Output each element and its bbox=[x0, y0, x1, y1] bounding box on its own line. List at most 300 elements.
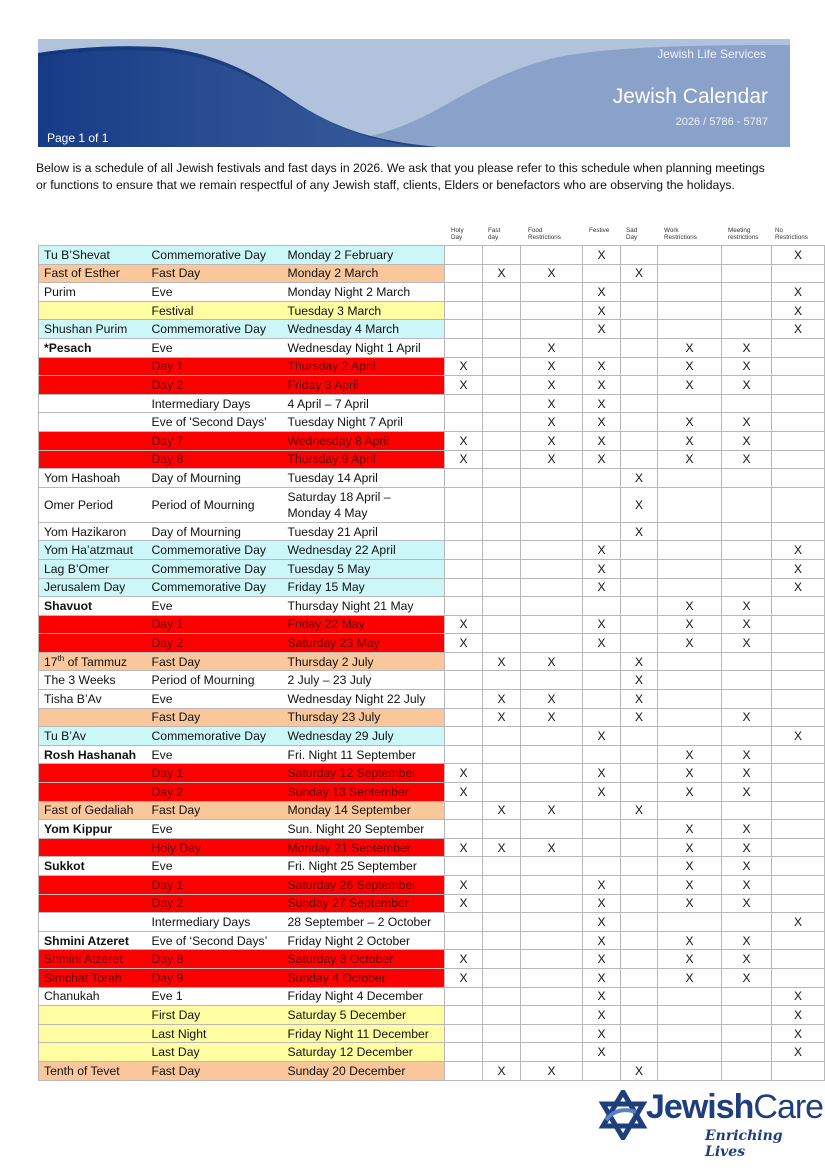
restriction-mark bbox=[445, 931, 483, 950]
day-type: Day 9 bbox=[147, 968, 283, 987]
restriction-mark bbox=[445, 469, 483, 488]
festival-name: Yom Hashoah bbox=[39, 469, 147, 488]
calendar-row bbox=[39, 264, 825, 283]
restriction-mark bbox=[521, 950, 583, 969]
day-type: Day 1 bbox=[147, 357, 283, 376]
day-type: Eve bbox=[147, 745, 283, 764]
date-line: Saturday 18 April – bbox=[287, 489, 391, 504]
restriction-mark: X bbox=[658, 857, 722, 876]
festival-name: Shavuot bbox=[39, 597, 147, 616]
logo-word-jewish: Jewish bbox=[646, 1088, 754, 1126]
restriction-mark bbox=[621, 968, 658, 987]
restriction-mark bbox=[483, 541, 521, 560]
restriction-mark bbox=[722, 541, 772, 560]
restriction-mark bbox=[621, 857, 658, 876]
restriction-mark: X bbox=[772, 320, 825, 339]
restriction-mark: X bbox=[772, 727, 825, 746]
date: Sunday 27 September bbox=[283, 894, 445, 913]
calendar-row bbox=[39, 559, 825, 578]
calendar-row bbox=[39, 1024, 825, 1043]
restriction-mark bbox=[445, 671, 483, 690]
restriction-mark bbox=[722, 559, 772, 578]
restriction-mark: X bbox=[521, 838, 583, 857]
restriction-mark bbox=[521, 597, 583, 616]
festival-name bbox=[39, 764, 147, 783]
day-type: Commemorative Day bbox=[147, 541, 283, 560]
restriction-mark bbox=[483, 320, 521, 339]
restriction-mark: X bbox=[521, 394, 583, 413]
festival-name bbox=[39, 652, 147, 671]
calendar-row bbox=[39, 727, 825, 746]
restriction-mark bbox=[445, 745, 483, 764]
calendar-row bbox=[39, 1006, 825, 1025]
restriction-mark bbox=[583, 838, 621, 857]
festival-name: Tu B’Shevat bbox=[39, 246, 147, 265]
restriction-mark bbox=[445, 690, 483, 709]
restriction-mark bbox=[521, 283, 583, 302]
restriction-mark bbox=[583, 671, 621, 690]
date: 28 September – 2 October bbox=[283, 913, 445, 932]
restriction-mark: X bbox=[722, 634, 772, 653]
restriction-mark bbox=[445, 522, 483, 541]
restriction-mark bbox=[583, 745, 621, 764]
restriction-mark bbox=[722, 246, 772, 265]
calendar-row bbox=[39, 690, 825, 709]
restriction-mark bbox=[521, 469, 583, 488]
restriction-mark bbox=[621, 727, 658, 746]
restriction-mark: X bbox=[583, 450, 621, 469]
date: Wednesday Night 22 July bbox=[283, 690, 445, 709]
day-type: Last Night bbox=[147, 1024, 283, 1043]
day-type: Fast Day bbox=[147, 652, 283, 671]
restriction-mark: X bbox=[658, 376, 722, 395]
restriction-mark bbox=[658, 727, 722, 746]
restriction-mark: X bbox=[722, 338, 772, 357]
restriction-mark bbox=[483, 283, 521, 302]
restriction-mark: X bbox=[621, 1061, 658, 1080]
date: Tuesday 14 April bbox=[283, 469, 445, 488]
restriction-mark bbox=[621, 559, 658, 578]
date: Monday 2 February bbox=[283, 246, 445, 265]
calendar-row bbox=[39, 671, 825, 690]
restriction-mark: X bbox=[483, 838, 521, 857]
restriction-mark bbox=[658, 1043, 722, 1062]
restriction-mark bbox=[722, 578, 772, 597]
restriction-mark: X bbox=[658, 745, 722, 764]
restriction-mark bbox=[722, 522, 772, 541]
day-type: Fast Day bbox=[147, 801, 283, 820]
date: Thursday 2 April bbox=[283, 357, 445, 376]
festival-name: Tisha B’Av bbox=[39, 690, 147, 709]
restriction-mark bbox=[483, 615, 521, 634]
restriction-mark bbox=[483, 634, 521, 653]
restriction-mark bbox=[722, 394, 772, 413]
restriction-mark: X bbox=[658, 894, 722, 913]
restriction-mark: X bbox=[583, 931, 621, 950]
restriction-mark bbox=[483, 931, 521, 950]
restriction-mark: X bbox=[722, 708, 772, 727]
restriction-mark bbox=[658, 246, 722, 265]
day-type: Last Day bbox=[147, 1043, 283, 1062]
restriction-mark bbox=[583, 820, 621, 839]
restriction-mark: X bbox=[658, 615, 722, 634]
restriction-mark bbox=[772, 264, 825, 283]
header-banner bbox=[38, 39, 790, 147]
restriction-mark bbox=[445, 541, 483, 560]
restriction-mark: X bbox=[445, 894, 483, 913]
restriction-mark: X bbox=[583, 968, 621, 987]
calendar-row bbox=[39, 820, 825, 839]
restriction-mark bbox=[722, 652, 772, 671]
restriction-mark: X bbox=[521, 264, 583, 283]
restriction-mark: X bbox=[658, 783, 722, 802]
festival-name: Purim bbox=[39, 283, 147, 302]
restriction-mark bbox=[521, 487, 583, 522]
restriction-mark: X bbox=[722, 838, 772, 857]
restriction-mark bbox=[521, 578, 583, 597]
restriction-mark: X bbox=[445, 615, 483, 634]
restriction-mark: X bbox=[722, 931, 772, 950]
column-header-line2: day bbox=[488, 233, 499, 241]
restriction-mark: X bbox=[583, 578, 621, 597]
restriction-mark bbox=[621, 894, 658, 913]
restriction-mark bbox=[521, 320, 583, 339]
restriction-mark: X bbox=[583, 357, 621, 376]
restriction-mark: X bbox=[658, 838, 722, 857]
restriction-mark: X bbox=[722, 857, 772, 876]
restriction-mark bbox=[621, 987, 658, 1006]
column-header-line1: Meeting bbox=[728, 227, 751, 234]
date: Thursday 23 July bbox=[283, 708, 445, 727]
restriction-mark bbox=[521, 913, 583, 932]
restriction-mark bbox=[658, 987, 722, 1006]
restriction-mark bbox=[658, 301, 722, 320]
restriction-mark bbox=[658, 320, 722, 339]
restriction-mark bbox=[483, 820, 521, 839]
column-header-line2: Restrictions bbox=[664, 233, 697, 241]
page-number: Page 1 of 1 bbox=[47, 131, 109, 145]
restriction-mark bbox=[772, 745, 825, 764]
restriction-mark: X bbox=[722, 376, 772, 395]
restriction-mark bbox=[521, 1024, 583, 1043]
restriction-mark: X bbox=[621, 652, 658, 671]
day-type: Eve of 'Second Days' bbox=[147, 413, 283, 432]
restriction-mark: X bbox=[583, 559, 621, 578]
restriction-mark bbox=[583, 708, 621, 727]
date: Monday Night 2 March bbox=[283, 283, 445, 302]
restriction-mark bbox=[445, 1006, 483, 1025]
restriction-mark bbox=[483, 783, 521, 802]
restriction-mark: X bbox=[722, 783, 772, 802]
calendar-row bbox=[39, 450, 825, 469]
restriction-mark bbox=[445, 246, 483, 265]
restriction-mark bbox=[445, 1043, 483, 1062]
restriction-mark: X bbox=[521, 376, 583, 395]
calendar-row bbox=[39, 338, 825, 357]
restriction-mark bbox=[772, 764, 825, 783]
day-type: Intermediary Days bbox=[147, 913, 283, 932]
festival-name: Simchat Torah bbox=[39, 968, 147, 987]
festival-name bbox=[39, 708, 147, 727]
restriction-mark bbox=[483, 745, 521, 764]
restriction-mark: X bbox=[722, 820, 772, 839]
festival-name: Fast of Esther bbox=[39, 264, 147, 283]
restriction-mark bbox=[621, 838, 658, 857]
restriction-mark: X bbox=[583, 764, 621, 783]
day-type: Period of Mourning bbox=[147, 487, 283, 522]
restriction-mark: X bbox=[772, 1006, 825, 1025]
day-type: Fast Day bbox=[147, 1061, 283, 1080]
restriction-mark bbox=[621, 338, 658, 357]
column-header-line1: Holy bbox=[451, 227, 464, 234]
restriction-mark bbox=[722, 469, 772, 488]
festival-name: *Pesach bbox=[39, 338, 147, 357]
day-type: First Day bbox=[147, 1006, 283, 1025]
restriction-mark bbox=[483, 1006, 521, 1025]
festival-name: Shushan Purim bbox=[39, 320, 147, 339]
restriction-mark: X bbox=[722, 413, 772, 432]
restriction-mark bbox=[521, 559, 583, 578]
restriction-mark: X bbox=[722, 894, 772, 913]
restriction-mark bbox=[445, 1061, 483, 1080]
restriction-mark bbox=[772, 652, 825, 671]
column-header bbox=[451, 228, 464, 242]
restriction-mark: X bbox=[445, 376, 483, 395]
restriction-mark: X bbox=[583, 413, 621, 432]
restriction-mark bbox=[445, 487, 483, 522]
restriction-mark: X bbox=[772, 559, 825, 578]
restriction-mark: X bbox=[521, 338, 583, 357]
day-type: Day 7 bbox=[147, 431, 283, 450]
festival-name: The 3 Weeks bbox=[39, 671, 147, 690]
restriction-mark: X bbox=[658, 450, 722, 469]
restriction-mark bbox=[445, 1024, 483, 1043]
calendar-row bbox=[39, 487, 825, 522]
restriction-mark bbox=[621, 357, 658, 376]
restriction-mark bbox=[483, 913, 521, 932]
festival-name: Lag B’Omer bbox=[39, 559, 147, 578]
date: Monday 14 September bbox=[283, 801, 445, 820]
festival-name: Jerusalem Day bbox=[39, 578, 147, 597]
restriction-mark bbox=[483, 338, 521, 357]
date: Fri. Night 11 September bbox=[283, 745, 445, 764]
date: Saturday 26 September bbox=[283, 876, 445, 895]
column-header bbox=[528, 228, 561, 242]
calendar-years: 2026 / 5786 - 5787 bbox=[675, 116, 768, 128]
calendar-row bbox=[39, 469, 825, 488]
day-type: Eve bbox=[147, 283, 283, 302]
restriction-mark: X bbox=[583, 615, 621, 634]
restriction-mark: X bbox=[521, 801, 583, 820]
column-header-line2: Day bbox=[626, 233, 638, 241]
column-header bbox=[626, 228, 637, 242]
festival-name bbox=[39, 413, 147, 432]
logo-word-care: Care bbox=[753, 1088, 824, 1126]
restriction-mark bbox=[445, 320, 483, 339]
restriction-mark bbox=[521, 987, 583, 1006]
restriction-mark: X bbox=[772, 913, 825, 932]
restriction-mark bbox=[658, 652, 722, 671]
restriction-mark: X bbox=[583, 1043, 621, 1062]
day-type: Day 2 bbox=[147, 376, 283, 395]
restriction-mark: X bbox=[772, 1043, 825, 1062]
restriction-mark: X bbox=[621, 690, 658, 709]
restriction-mark: X bbox=[658, 820, 722, 839]
restriction-mark bbox=[521, 968, 583, 987]
restriction-mark bbox=[483, 487, 521, 522]
restriction-mark bbox=[772, 820, 825, 839]
restriction-mark: X bbox=[583, 320, 621, 339]
restriction-mark: X bbox=[521, 450, 583, 469]
restriction-mark bbox=[772, 376, 825, 395]
calendar-row bbox=[39, 541, 825, 560]
restriction-mark bbox=[521, 615, 583, 634]
restriction-mark bbox=[772, 783, 825, 802]
restriction-mark bbox=[583, 1061, 621, 1080]
restriction-mark: X bbox=[521, 690, 583, 709]
day-type: Commemorative Day bbox=[147, 320, 283, 339]
date: Friday 15 May bbox=[283, 578, 445, 597]
column-header-line1: Food bbox=[528, 227, 543, 234]
restriction-mark bbox=[483, 727, 521, 746]
day-type: Eve bbox=[147, 857, 283, 876]
restriction-mark bbox=[621, 764, 658, 783]
restriction-mark: X bbox=[621, 487, 658, 522]
restriction-mark bbox=[621, 320, 658, 339]
restriction-mark bbox=[521, 931, 583, 950]
restriction-mark bbox=[521, 894, 583, 913]
festival-name: Omer Period bbox=[39, 487, 147, 522]
restriction-mark bbox=[722, 264, 772, 283]
festival-name bbox=[39, 301, 147, 320]
restriction-mark: X bbox=[621, 522, 658, 541]
restriction-mark bbox=[483, 450, 521, 469]
date: Wednesday 8 April bbox=[283, 431, 445, 450]
restriction-mark: X bbox=[483, 1061, 521, 1080]
restriction-mark: X bbox=[483, 801, 521, 820]
day-type: Intermediary Days bbox=[147, 394, 283, 413]
restriction-mark bbox=[445, 413, 483, 432]
restriction-mark bbox=[772, 690, 825, 709]
restriction-mark bbox=[722, 1043, 772, 1062]
day-type: Commemorative Day bbox=[147, 559, 283, 578]
restriction-mark bbox=[772, 357, 825, 376]
restriction-mark bbox=[445, 987, 483, 1006]
calendar-row bbox=[39, 578, 825, 597]
festival-name: Yom Kippur bbox=[39, 820, 147, 839]
restriction-mark: X bbox=[772, 301, 825, 320]
day-type: Eve bbox=[147, 820, 283, 839]
calendar-row bbox=[39, 1061, 825, 1080]
date: Wednesday Night 1 April bbox=[283, 338, 445, 357]
restriction-mark bbox=[483, 394, 521, 413]
restriction-mark bbox=[621, 431, 658, 450]
calendar-row bbox=[39, 652, 825, 671]
date: Wednesday 22 April bbox=[283, 541, 445, 560]
restriction-mark bbox=[772, 634, 825, 653]
restriction-mark bbox=[772, 708, 825, 727]
restriction-mark: X bbox=[583, 541, 621, 560]
restriction-mark bbox=[483, 764, 521, 783]
restriction-mark bbox=[772, 615, 825, 634]
date-line: Monday 4 May bbox=[287, 505, 368, 520]
date: Thursday Night 21 May bbox=[283, 597, 445, 616]
restriction-mark bbox=[772, 857, 825, 876]
festival-name-part: th bbox=[57, 654, 65, 664]
restriction-mark bbox=[483, 246, 521, 265]
restriction-mark bbox=[583, 857, 621, 876]
date: Saturday 3 October bbox=[283, 950, 445, 969]
restriction-mark: X bbox=[521, 431, 583, 450]
calendar-row bbox=[39, 783, 825, 802]
calendar-row bbox=[39, 968, 825, 987]
restriction-mark: X bbox=[658, 413, 722, 432]
festival-name: Chanukah bbox=[39, 987, 147, 1006]
day-type: Day 1 bbox=[147, 876, 283, 895]
restriction-mark: X bbox=[583, 431, 621, 450]
restriction-mark bbox=[621, 783, 658, 802]
restriction-mark: X bbox=[445, 357, 483, 376]
festival-name: Shmini Atzeret bbox=[39, 931, 147, 950]
restriction-mark: X bbox=[772, 283, 825, 302]
calendar-row bbox=[39, 357, 825, 376]
restriction-mark bbox=[483, 1043, 521, 1062]
day-type: Eve of ‘Second Days’ bbox=[147, 931, 283, 950]
restriction-mark bbox=[483, 987, 521, 1006]
restriction-mark: X bbox=[722, 764, 772, 783]
column-header-line2: Restrictions bbox=[775, 233, 808, 241]
festival-name: Rosh Hashanah bbox=[39, 745, 147, 764]
column-header bbox=[488, 228, 500, 242]
column-header bbox=[775, 228, 808, 242]
restriction-mark bbox=[583, 469, 621, 488]
restriction-mark bbox=[621, 413, 658, 432]
restriction-mark: X bbox=[583, 876, 621, 895]
restriction-mark bbox=[621, 394, 658, 413]
day-type: Commemorative Day bbox=[147, 578, 283, 597]
calendar-row bbox=[39, 431, 825, 450]
restriction-mark bbox=[722, 1024, 772, 1043]
restriction-mark bbox=[521, 876, 583, 895]
restriction-mark bbox=[621, 745, 658, 764]
restriction-mark bbox=[483, 559, 521, 578]
logo-wordmark bbox=[646, 1088, 823, 1127]
restriction-mark bbox=[658, 394, 722, 413]
calendar-row bbox=[39, 522, 825, 541]
date: Friday 22 May bbox=[283, 615, 445, 634]
festival-name bbox=[39, 376, 147, 395]
restriction-mark bbox=[658, 1024, 722, 1043]
restriction-mark bbox=[445, 578, 483, 597]
column-header-line1: No bbox=[775, 227, 784, 234]
restriction-mark: X bbox=[621, 264, 658, 283]
restriction-mark bbox=[658, 708, 722, 727]
logo-tagline: Enriching Lives bbox=[705, 1128, 783, 1160]
calendar-row bbox=[39, 801, 825, 820]
column-header bbox=[664, 228, 697, 242]
restriction-mark bbox=[583, 597, 621, 616]
restriction-mark bbox=[621, 634, 658, 653]
restriction-mark bbox=[621, 301, 658, 320]
restriction-mark bbox=[772, 394, 825, 413]
column-header-line1: Sad bbox=[626, 227, 638, 234]
date: Tuesday 5 May bbox=[283, 559, 445, 578]
restriction-mark: X bbox=[445, 634, 483, 653]
restriction-mark bbox=[483, 301, 521, 320]
restriction-mark bbox=[722, 727, 772, 746]
restriction-mark bbox=[521, 1043, 583, 1062]
restriction-mark bbox=[621, 1024, 658, 1043]
